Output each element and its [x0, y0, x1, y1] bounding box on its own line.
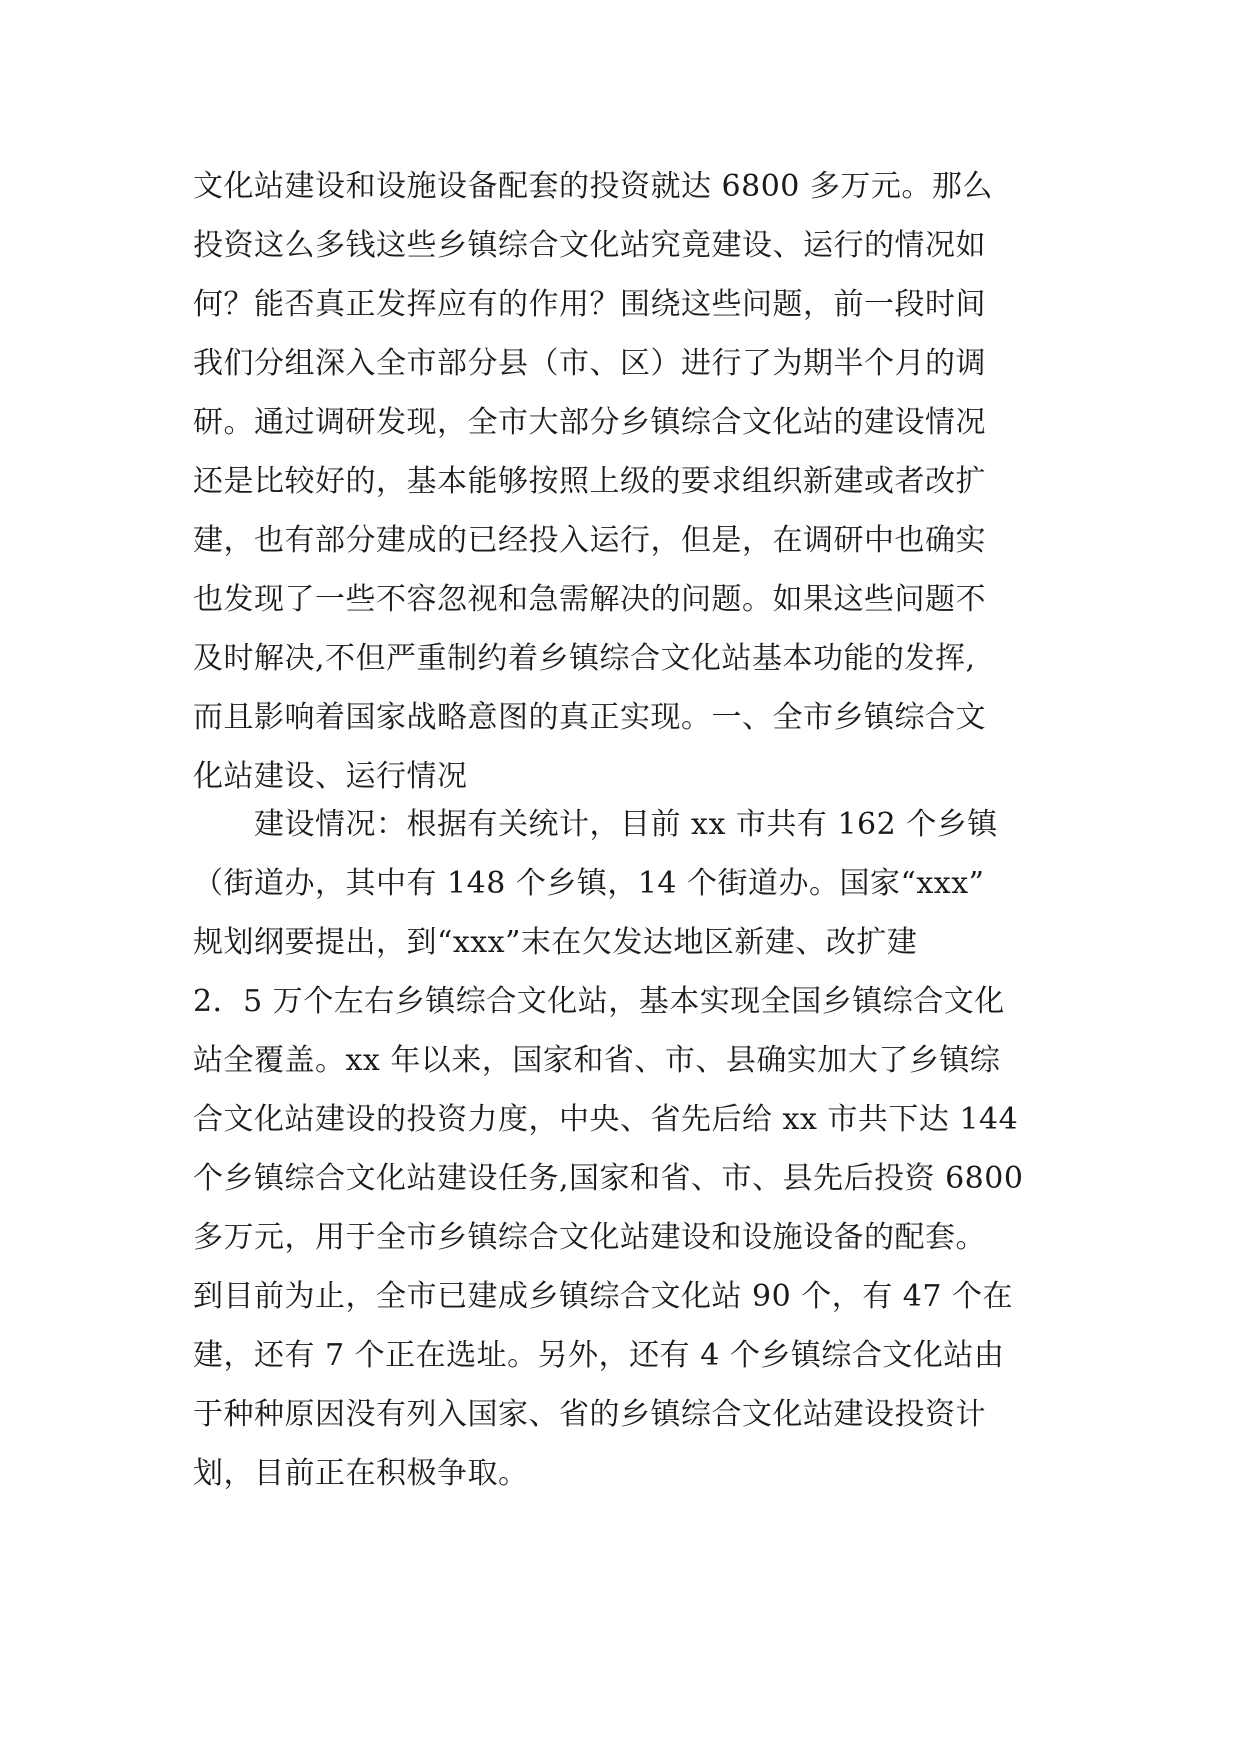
text-line: 到目前为止，全市已建成乡镇综合文化站 90 个，有 47 个在: [193, 1279, 1013, 1314]
paragraph-construction: [193, 795, 1055, 1503]
text-line: 也发现了一些不容忽视和急需解决的问题。如果这些问题不: [193, 582, 986, 617]
text-line: （街道办，其中有 148 个乡镇，14 个街道办。国家“xxx”: [193, 866, 985, 901]
text-line: 建设情况：根据有关统计，目前 xx 市共有 162 个乡镇: [193, 807, 998, 842]
text-line: 合文化站建设的投资力度，中央、省先后给 xx 市共下达 144: [193, 1102, 1019, 1137]
text-line: 还是比较好的，基本能够按照上级的要求组织新建或者改扩: [193, 464, 986, 499]
text-line: 于种种原因没有列入国家、省的乡镇综合文化站建设投资计: [193, 1397, 986, 1432]
text-line: 而且影响着国家战略意图的真正实现。一、全市乡镇综合文: [193, 700, 986, 735]
text-line: 多万元，用于全市乡镇综合文化站建设和设施设备的配套。: [193, 1220, 986, 1255]
text-line: 文化站建设和设施设备配套的投资就达 6800 多万元。那么: [193, 169, 993, 204]
text-line: 我们分组深入全市部分县（市、区）进行了为期半个月的调: [193, 346, 986, 381]
document-body: [193, 157, 1055, 1491]
text-line: 站全覆盖。xx 年以来，国家和省、市、县确实加大了乡镇综: [193, 1043, 1001, 1078]
paragraph-intro: [193, 157, 1055, 806]
text-line: 化站建设、运行情况: [193, 759, 468, 794]
text-line: 划，目前正在积极争取。: [193, 1456, 529, 1491]
text-line: 何？能否真正发挥应有的作用？围绕这些问题，前一段时间: [193, 287, 986, 322]
text-line: 建，还有 7 个正在选址。另外，还有 4 个乡镇综合文化站由: [193, 1338, 1005, 1373]
text-line: 个乡镇综合文化站建设任务,国家和省、市、县先后投资 6800: [193, 1161, 1024, 1196]
text-line: 2．5 万个左右乡镇综合文化站，基本实现全国乡镇综合文化: [193, 984, 1005, 1019]
text-line: 研。通过调研发现，全市大部分乡镇综合文化站的建设情况: [193, 405, 986, 440]
text-line: 及时解决,不但严重制约着乡镇综合文化站基本功能的发挥,: [193, 641, 976, 676]
text-line: 投资这么多钱这些乡镇综合文化站究竟建设、运行的情况如: [193, 228, 986, 263]
text-line: 建，也有部分建成的已经投入运行，但是，在调研中也确实: [193, 523, 986, 558]
text-line: 规划纲要提出，到“xxx”末在欠发达地区新建、改扩建: [193, 925, 918, 960]
